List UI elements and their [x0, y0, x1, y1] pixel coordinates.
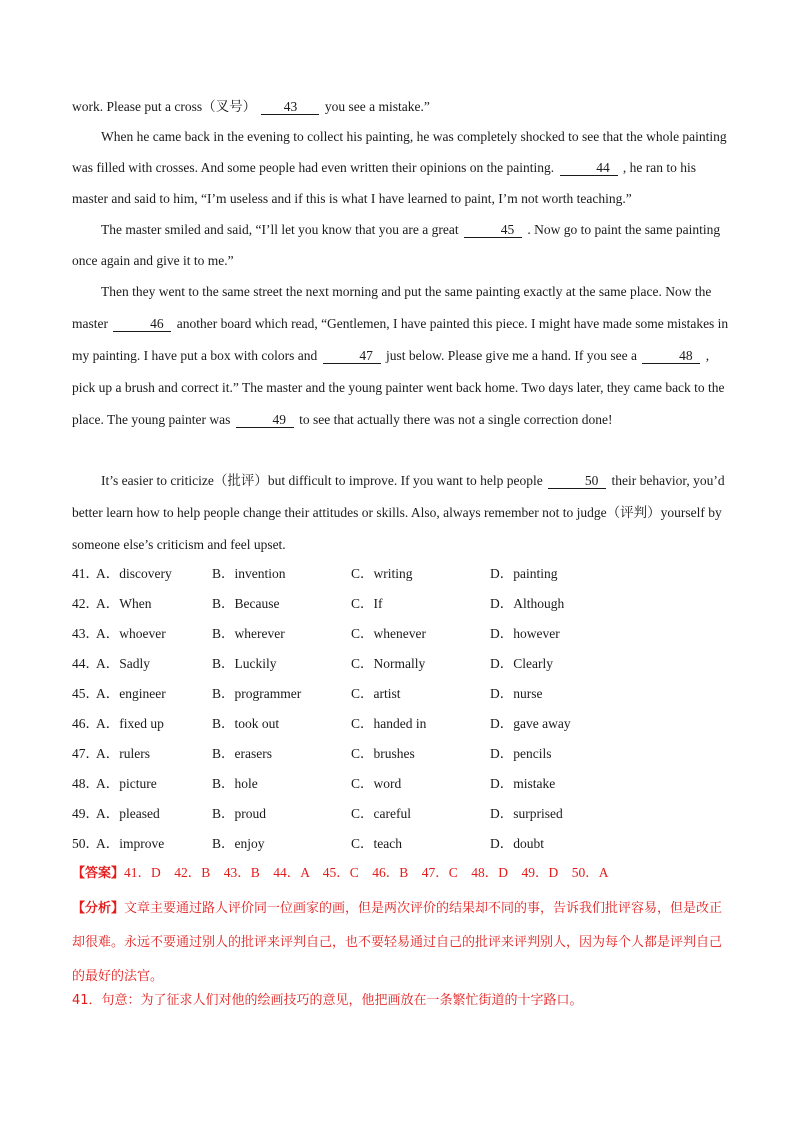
question-row-44 [72, 653, 732, 675]
option-a: A．improve [96, 836, 165, 851]
option-c: C．writing [351, 566, 413, 581]
passage-text: work. Please put a cross（叉号） [72, 99, 257, 114]
option-a: A．fixed up [96, 716, 164, 731]
question-number: 46． [72, 716, 99, 731]
passage-text: It’s easier to criticize（批评）but difficult to improve. If you want to help people [101, 473, 543, 488]
analysis-text: 文章主要通过路人评价同一位画家的画，但是两次评价的结果却不同的事，告诉我们批评容易，但是改正却很难。永远不要通过别人的批评来评判自己，也不要轻易通过自己的批评来评判别人，因为每个人都是评判自己的最好的法官。 [72, 901, 723, 984]
option-a: A．discovery [96, 566, 172, 581]
option-a: A．rulers [96, 746, 150, 761]
passage-paragraph-3 [72, 276, 732, 436]
option-b: B．erasers [212, 746, 272, 761]
blank-50: 50 [548, 474, 606, 489]
option-b: B．invention [212, 566, 286, 581]
blank-47: 47 [323, 349, 381, 364]
question-row-48 [72, 773, 732, 795]
option-a: A．picture [96, 776, 157, 791]
question-number: 49． [72, 806, 99, 821]
option-c: C．If [351, 596, 383, 611]
question-number: 48． [72, 776, 99, 791]
option-c: C．artist [351, 686, 401, 701]
question-row-46 [72, 713, 732, 735]
passage-text: another board which read, “Gentlemen, I have painted this piece. I might have made some mistakes in my painting. I have put a box with colors and [72, 316, 729, 363]
option-c: C．word [351, 776, 402, 791]
question-number: 42． [72, 596, 99, 611]
passage-text: , he ran to his master and said to him, “I’m useless and if this is what I have learned to paint, I’m not worth teaching.” [72, 160, 697, 206]
analysis-section [72, 891, 732, 993]
option-d: D．Although [490, 596, 565, 611]
option-a: A．Sadly [96, 656, 150, 671]
question-number: 47． [72, 746, 99, 761]
question-row-45 [72, 683, 732, 705]
passage-paragraph-1 [72, 121, 732, 214]
analysis-tag: 【分析】 [72, 901, 125, 916]
option-b: B．Luckily [212, 656, 277, 671]
passage-text: to see that actually there was not a single correction done! [299, 412, 613, 427]
passage-text: their behavior, you’d better learn how to help people change their attitudes or skills. Also, always remember not to judge（评判）yourself by someone else’s criticism and feel upset. [72, 473, 725, 552]
option-c: C．whenever [351, 626, 426, 641]
question-number: 45． [72, 686, 99, 701]
option-d: D．mistake [490, 776, 556, 791]
option-d: D．painting [490, 566, 558, 581]
question-row-50 [72, 833, 732, 855]
answer-tag: 【答案】 [72, 866, 125, 881]
blank-49: 49 [236, 413, 294, 428]
option-d: D．nurse [490, 686, 543, 701]
option-c: C．handed in [351, 716, 427, 731]
question-number: 41． [72, 566, 99, 581]
option-d: D．gave away [490, 716, 571, 731]
answer-key [72, 862, 609, 884]
option-d: D．surprised [490, 806, 563, 821]
question-number: 50． [72, 836, 99, 851]
option-d: D．doubt [490, 836, 544, 851]
option-b: B．hole [212, 776, 258, 791]
passage-text: just below. Please give me a hand. If you see a [385, 348, 638, 363]
passage-text: , pick up a brush and correct it.” The master and the young painter went back home. Two days later, they came back to the place. The young painter was [72, 348, 725, 427]
blank-45: 45 [464, 223, 522, 238]
question-number: 44． [72, 656, 99, 671]
option-b: B．wherever [212, 626, 285, 641]
option-b: B．proud [212, 806, 266, 821]
blank-43: 43 [261, 100, 319, 115]
option-c: C．teach [351, 836, 402, 851]
passage-paragraph-2 [72, 214, 732, 276]
passage-text: you see a mistake.” [324, 99, 430, 114]
option-b: B．enjoy [212, 836, 265, 851]
passage-text: The master smiled and said, “I’ll let you know that you are a great [101, 222, 459, 237]
option-b: B．programmer [212, 686, 302, 701]
question-row-42 [72, 593, 732, 615]
blank-48: 48 [642, 349, 700, 364]
passage-text: Then they went to the same street the next morning and put the same painting exactly at the same place. Now the master [72, 284, 712, 331]
option-d: D．Clearly [490, 656, 553, 671]
option-c: C．brushes [351, 746, 415, 761]
question-row-49 [72, 803, 732, 825]
passage-paragraph-0 [72, 91, 732, 122]
question-row-41 [72, 563, 732, 585]
option-b: B．took out [212, 716, 280, 731]
passage-text: . Now go to paint the same painting once again and give it to me.” [72, 222, 721, 268]
question-row-47 [72, 743, 732, 765]
option-a: A．pleased [96, 806, 160, 821]
option-a: A．engineer [96, 686, 166, 701]
question-row-43 [72, 623, 732, 645]
option-d: D．pencils [490, 746, 552, 761]
explanation-41-text: 41．句意：为了征求人们对他的绘画技巧的意见，他把画放在一条繁忙街道的十字路口。 [72, 993, 583, 1008]
passage-paragraph-4 [72, 465, 732, 561]
option-a: A．whoever [96, 626, 166, 641]
option-a: A．When [96, 596, 152, 611]
option-d: D．however [490, 626, 560, 641]
answer-text: 41．D 42．B 43．B 44．A 45．C 46．B 47．C 48．D 49．D 50．A [124, 865, 609, 880]
blank-44: 44 [560, 161, 618, 176]
blank-46: 46 [113, 317, 171, 332]
option-c: C．Normally [351, 656, 426, 671]
option-c: C．careful [351, 806, 411, 821]
option-b: B．Because [212, 596, 280, 611]
explanation-41 [72, 989, 583, 1011]
passage-text: When he came back in the evening to collect his painting, he was completely shocked to see that the whole painting was filled with crosses. And some people had even written their opinions on the painting. [72, 129, 727, 175]
question-number: 43． [72, 626, 99, 641]
